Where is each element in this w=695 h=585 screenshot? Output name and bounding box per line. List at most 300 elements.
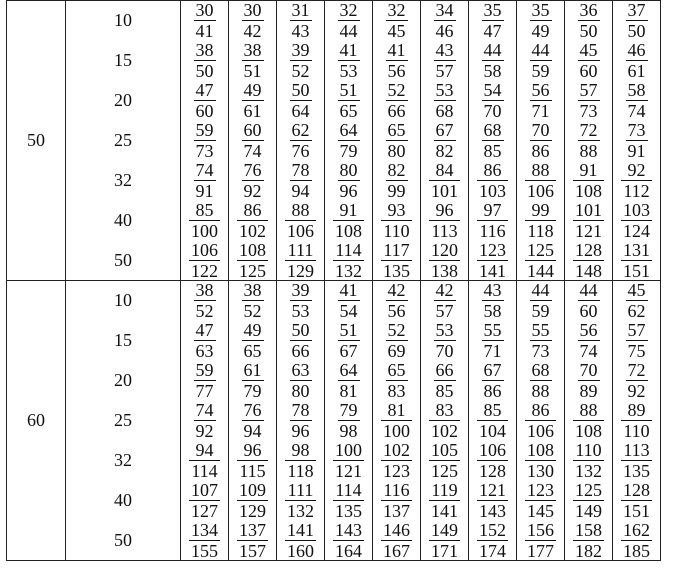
- fraction-cell: [421, 481, 469, 521]
- row-label: 32: [66, 441, 181, 481]
- numerator: 158: [575, 519, 602, 540]
- fraction-cell: [229, 401, 277, 441]
- denominator: 132: [575, 461, 602, 481]
- fraction: [290, 121, 312, 160]
- denominator: 125: [431, 461, 458, 481]
- fraction: [434, 81, 456, 120]
- denominator: 45: [387, 21, 406, 42]
- fraction: [482, 321, 504, 360]
- fraction-cell: [517, 281, 565, 321]
- numerator: 162: [623, 519, 650, 540]
- fraction-cell: [229, 281, 277, 321]
- fraction-cell: [565, 161, 613, 201]
- numerator: 34: [435, 0, 454, 21]
- fraction-cell: [229, 361, 277, 401]
- numerator: 117: [383, 239, 410, 260]
- fraction-cell: [469, 241, 517, 281]
- denominator: 67: [339, 341, 358, 361]
- denominator: 96: [291, 421, 310, 441]
- numerator: 106: [191, 239, 218, 260]
- numerator: 72: [627, 360, 646, 380]
- fraction: [386, 41, 408, 80]
- fraction-cell: [469, 481, 517, 521]
- fraction: [338, 1, 360, 40]
- denominator: 79: [339, 141, 358, 161]
- fraction: [477, 441, 508, 480]
- fraction: [189, 481, 220, 520]
- fraction: [285, 481, 316, 520]
- fraction: [285, 441, 315, 480]
- fraction: [338, 41, 360, 80]
- fraction-cell: [229, 321, 277, 361]
- denominator: 50: [195, 61, 214, 81]
- denominator: 65: [243, 341, 262, 361]
- fraction-cell: [277, 321, 325, 361]
- fraction: [525, 201, 555, 240]
- denominator: 121: [575, 221, 602, 241]
- fraction: [386, 281, 408, 320]
- fraction: [434, 121, 456, 160]
- fraction: [381, 481, 412, 520]
- fraction-cell: [181, 121, 229, 161]
- row-label: 20: [66, 361, 181, 401]
- denominator: 151: [623, 260, 650, 281]
- fraction-cell: [565, 401, 613, 441]
- fraction: [290, 401, 312, 440]
- numerator: 38: [195, 40, 214, 60]
- fraction: [530, 81, 552, 120]
- fraction-cell: [181, 361, 229, 401]
- denominator: 69: [387, 341, 406, 361]
- fraction: [621, 481, 652, 520]
- denominator: 44: [339, 21, 358, 42]
- numerator: 41: [339, 280, 358, 301]
- fraction-cell: [229, 121, 277, 161]
- fraction: [525, 161, 556, 200]
- numerator: 119: [431, 480, 458, 500]
- denominator: 83: [387, 381, 406, 401]
- denominator: 88: [531, 381, 550, 401]
- fraction: [573, 161, 604, 200]
- numerator: 108: [527, 440, 554, 460]
- denominator: 71: [483, 341, 502, 361]
- denominator: 98: [339, 421, 358, 441]
- table-row: [7, 121, 661, 161]
- denominator: 82: [435, 141, 454, 161]
- numerator: 72: [579, 120, 598, 140]
- numerator: 141: [287, 519, 314, 540]
- denominator: 108: [335, 221, 362, 241]
- table-row: [7, 41, 661, 81]
- fraction: [477, 401, 508, 440]
- denominator: 74: [579, 341, 598, 361]
- denominator: 73: [195, 141, 214, 161]
- fraction: [333, 521, 364, 560]
- numerator: 59: [195, 360, 214, 380]
- fraction: [242, 361, 264, 400]
- fraction: [194, 401, 216, 440]
- denominator: 100: [191, 221, 218, 241]
- fraction-cell: [373, 521, 421, 561]
- fraction: [626, 361, 648, 400]
- denominator: 114: [191, 461, 218, 481]
- row-label: 25: [66, 401, 181, 441]
- denominator: 61: [243, 101, 262, 121]
- denominator: 52: [243, 301, 262, 322]
- row-label: 10: [66, 281, 181, 321]
- numerator: 38: [195, 280, 214, 301]
- numerator: 85: [483, 400, 502, 420]
- fraction: [242, 81, 264, 120]
- fraction-cell: [565, 201, 613, 241]
- fraction-cell: [325, 321, 373, 361]
- numerator: 114: [335, 239, 362, 260]
- fraction-cell: [373, 321, 421, 361]
- numerator: 80: [339, 160, 358, 180]
- fraction: [530, 121, 552, 160]
- fraction: [333, 481, 364, 520]
- row-label: 50: [66, 241, 181, 281]
- numerator: 89: [627, 400, 646, 420]
- fraction: [242, 401, 264, 440]
- numerator: 49: [243, 80, 262, 100]
- fraction-cell: [229, 41, 277, 81]
- fraction-cell: [325, 281, 373, 321]
- table-row: [7, 481, 661, 521]
- row-label: 15: [66, 321, 181, 361]
- denominator: 66: [291, 341, 310, 361]
- numerator: 116: [383, 480, 410, 500]
- numerator: 83: [435, 400, 454, 420]
- row-label: 10: [66, 1, 181, 41]
- fraction-cell: [181, 401, 229, 441]
- fraction: [482, 41, 504, 80]
- fraction: [189, 441, 219, 480]
- fraction: [290, 281, 312, 320]
- fraction-cell: [469, 1, 517, 41]
- denominator: 52: [291, 61, 310, 81]
- numerator: 30: [243, 0, 262, 21]
- numerator: 31: [291, 0, 310, 21]
- fraction: [386, 321, 408, 360]
- numerator: 39: [291, 40, 310, 60]
- denominator: 145: [527, 501, 554, 521]
- numerator: 54: [483, 80, 502, 100]
- fraction-cell: [181, 201, 229, 241]
- fraction-cell: [229, 481, 277, 521]
- fraction: [290, 81, 312, 120]
- denominator: 182: [575, 540, 602, 561]
- fraction-cell: [421, 401, 469, 441]
- fraction-cell: [613, 121, 661, 161]
- fraction: [578, 81, 600, 120]
- numerator: 53: [435, 320, 454, 340]
- fraction-cell: [613, 441, 661, 481]
- denominator: 128: [479, 461, 506, 481]
- fraction-cell: [517, 401, 565, 441]
- numerator: 128: [623, 480, 650, 500]
- fraction: [285, 201, 316, 240]
- numerator: 143: [335, 519, 362, 540]
- fraction-cell: [469, 201, 517, 241]
- table-row: [7, 241, 661, 281]
- denominator: 53: [291, 301, 310, 322]
- denominator: 130: [527, 461, 554, 481]
- denominator: 108: [575, 181, 602, 201]
- numerator: 50: [291, 80, 310, 100]
- fraction-cell: [373, 81, 421, 121]
- fraction: [477, 161, 508, 200]
- numerator: 102: [383, 440, 410, 460]
- denominator: 70: [435, 341, 454, 361]
- denominator: 110: [383, 221, 410, 241]
- fraction-cell: [181, 161, 229, 201]
- denominator: 46: [435, 21, 454, 42]
- fraction-cell: [565, 321, 613, 361]
- fraction: [429, 481, 460, 520]
- denominator: 122: [191, 260, 218, 281]
- fraction-cell: [421, 241, 469, 281]
- fraction-cell: [421, 1, 469, 41]
- denominator: 106: [527, 421, 554, 441]
- denominator: 118: [527, 221, 554, 241]
- numerator: 134: [191, 519, 218, 540]
- denominator: 50: [579, 21, 598, 42]
- numerator: 50: [291, 320, 310, 340]
- fraction: [194, 321, 216, 360]
- numerator: 61: [243, 360, 262, 380]
- numerator: 125: [527, 239, 554, 260]
- fraction: [434, 361, 456, 400]
- numerator: 36: [579, 0, 598, 21]
- numerator: 93: [387, 200, 406, 220]
- denominator: 85: [483, 141, 502, 161]
- fraction-cell: [181, 1, 229, 41]
- fraction: [525, 241, 556, 280]
- numerator: 105: [431, 440, 458, 460]
- numerator: 41: [387, 40, 406, 60]
- fraction: [285, 241, 316, 280]
- fraction: [573, 441, 604, 480]
- denominator: 85: [435, 381, 454, 401]
- fraction: [578, 321, 600, 360]
- fraction: [482, 361, 504, 400]
- fraction-cell: [277, 161, 325, 201]
- numerator: 86: [531, 400, 550, 420]
- fraction-cell: [325, 161, 373, 201]
- fraction-cell: [277, 481, 325, 521]
- denominator: 155: [191, 540, 218, 561]
- fraction: [242, 281, 264, 320]
- numerator: 78: [291, 160, 310, 180]
- denominator: 60: [579, 301, 598, 322]
- fraction-cell: [469, 321, 517, 361]
- numerator: 55: [483, 320, 502, 340]
- denominator: 50: [627, 21, 646, 42]
- fraction-cell: [421, 441, 469, 481]
- fraction: [525, 441, 556, 480]
- fraction: [290, 1, 312, 40]
- denominator: 41: [195, 21, 214, 42]
- fraction-cell: [469, 161, 517, 201]
- numerator: 52: [387, 320, 406, 340]
- numerator: 68: [483, 120, 502, 140]
- fraction-cell: [181, 81, 229, 121]
- numerator: 56: [579, 320, 598, 340]
- denominator: 70: [483, 101, 502, 121]
- numerator: 42: [435, 280, 454, 301]
- fraction: [477, 481, 508, 520]
- numerator: 35: [483, 0, 502, 21]
- fraction: [386, 361, 408, 400]
- numerator: 65: [387, 360, 406, 380]
- fraction-cell: [517, 41, 565, 81]
- denominator: 135: [623, 461, 650, 481]
- fraction: [530, 41, 552, 80]
- denominator: 151: [623, 501, 650, 521]
- fraction: [434, 281, 456, 320]
- fraction-cell: [181, 321, 229, 361]
- denominator: 51: [243, 61, 262, 81]
- fraction: [338, 81, 360, 120]
- numerator: 76: [243, 400, 262, 420]
- fraction: [482, 81, 504, 120]
- denominator: 96: [339, 181, 358, 201]
- denominator: 115: [239, 461, 266, 481]
- fraction-cell: [613, 201, 661, 241]
- fraction: [434, 1, 456, 40]
- fraction-cell: [373, 281, 421, 321]
- numerator: 152: [479, 519, 506, 540]
- numerator: 63: [291, 360, 310, 380]
- fraction: [621, 401, 651, 440]
- denominator: 171: [431, 540, 458, 561]
- fraction-cell: [421, 121, 469, 161]
- numerator: 43: [483, 280, 502, 301]
- numerator: 44: [483, 40, 502, 60]
- fraction: [381, 401, 412, 440]
- fraction: [237, 201, 268, 240]
- denominator: 112: [623, 181, 650, 201]
- denominator: 101: [431, 181, 458, 201]
- denominator: 79: [243, 381, 262, 401]
- numerator: 101: [575, 200, 602, 220]
- fraction: [338, 281, 360, 320]
- numerator: 44: [531, 280, 550, 301]
- fraction: [530, 281, 552, 320]
- fraction-cell: [469, 401, 517, 441]
- fraction-cell: [469, 441, 517, 481]
- fraction-cell: [373, 241, 421, 281]
- row-label: 40: [66, 201, 181, 241]
- fraction: [477, 241, 508, 280]
- denominator: 94: [291, 181, 310, 201]
- numerator: 30: [195, 0, 214, 21]
- denominator: 59: [531, 301, 550, 322]
- fraction: [333, 441, 364, 480]
- fraction-cell: [565, 361, 613, 401]
- numerator: 113: [623, 440, 650, 460]
- denominator: 68: [435, 101, 454, 121]
- numerator: 103: [623, 200, 650, 220]
- fraction-cell: [421, 81, 469, 121]
- denominator: 60: [579, 61, 598, 81]
- fraction-cell: [421, 161, 469, 201]
- fraction: [189, 241, 220, 280]
- denominator: 102: [239, 221, 266, 241]
- denominator: 92: [243, 181, 262, 201]
- table-row: [7, 441, 661, 481]
- table-row: [7, 81, 661, 121]
- fraction-cell: [325, 81, 373, 121]
- fraction: [621, 441, 652, 480]
- denominator: 54: [339, 301, 358, 322]
- denominator: 185: [623, 540, 650, 561]
- numerator: 39: [291, 280, 310, 301]
- numerator: 96: [435, 200, 454, 220]
- row-label: 15: [66, 41, 181, 81]
- denominator: 174: [479, 540, 506, 561]
- fraction-cell: [517, 81, 565, 121]
- fraction-cell: [373, 201, 421, 241]
- fraction: [194, 281, 216, 320]
- fraction-cell: [325, 441, 373, 481]
- numerator: 88: [579, 400, 598, 420]
- fraction-cell: [565, 1, 613, 41]
- numerator: 35: [531, 0, 550, 21]
- fraction-cell: [421, 361, 469, 401]
- fraction-cell: [373, 441, 421, 481]
- numerator: 66: [435, 360, 454, 380]
- numerator: 32: [339, 0, 358, 21]
- denominator: 123: [383, 461, 410, 481]
- fraction-cell: [373, 121, 421, 161]
- numerator: 74: [195, 160, 214, 180]
- fraction-cell: [325, 201, 373, 241]
- fraction-cell: [469, 81, 517, 121]
- fraction-cell: [373, 481, 421, 521]
- numerator: 70: [579, 360, 598, 380]
- denominator: 104: [479, 421, 506, 441]
- fraction: [626, 41, 648, 80]
- fraction-cell: [229, 81, 277, 121]
- denominator: 71: [531, 101, 550, 121]
- fraction-cell: [181, 41, 229, 81]
- fraction-cell: [565, 241, 613, 281]
- denominator: 57: [435, 301, 454, 322]
- numerator: 67: [435, 120, 454, 140]
- denominator: 106: [527, 181, 554, 201]
- numerator: 51: [339, 320, 358, 340]
- denominator: 86: [483, 381, 502, 401]
- fraction: [381, 441, 412, 480]
- table-row: [7, 281, 661, 321]
- denominator: 118: [287, 461, 314, 481]
- fraction: [242, 321, 264, 360]
- row-label: 50: [66, 521, 181, 561]
- denominator: 141: [431, 501, 458, 521]
- fraction: [381, 201, 411, 240]
- fraction: [242, 121, 264, 160]
- denominator: 56: [387, 61, 406, 81]
- denominator: 148: [575, 260, 602, 281]
- numerator: 56: [531, 80, 550, 100]
- row-label: 20: [66, 81, 181, 121]
- numerator: 42: [387, 280, 406, 301]
- fraction-cell: [181, 441, 229, 481]
- fraction-cell: [325, 481, 373, 521]
- fraction-cell: [613, 281, 661, 321]
